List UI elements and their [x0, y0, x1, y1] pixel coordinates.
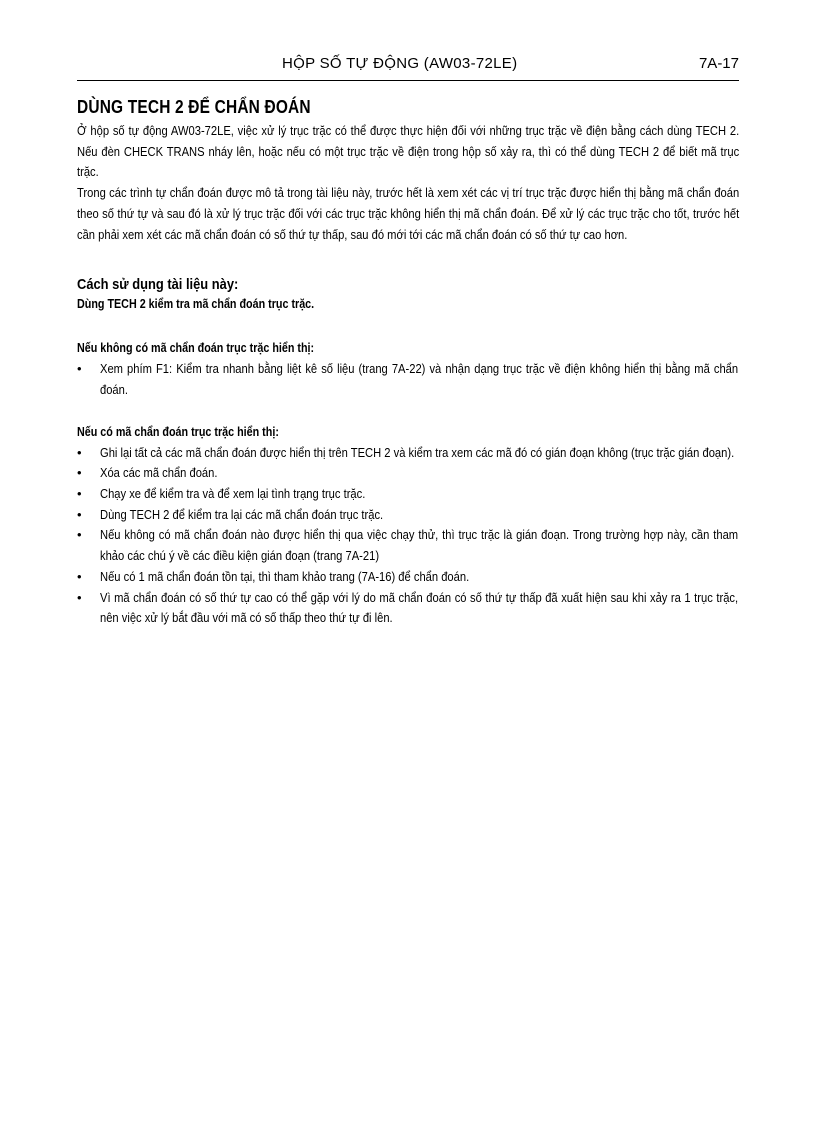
- list-item: [77, 359, 739, 400]
- bullet-icon: •: [77, 444, 82, 460]
- list-item-text: Xóa các mã chẩn đoán.: [100, 465, 218, 481]
- has-code-list: [77, 443, 739, 629]
- list-item-text: Dùng TECH 2 để kiểm tra lại các mã chẩn đoán trục trặc.: [100, 506, 384, 522]
- list-item: [77, 443, 739, 464]
- header-title: HỘP SỐ TỰ ĐỘNG (AW03-72LE): [282, 55, 518, 72]
- list-item-text: Ghi lại tất cả các mã chẩn đoán được hiển thị trên TECH 2 và kiểm tra xem các mã đó có gián đoạn không (trục trặc gián đoạn).: [100, 444, 735, 460]
- bullet-icon: •: [77, 506, 82, 522]
- page-number: 7A-17: [698, 55, 739, 72]
- intro-paragraph-2: Trong các trình tự chẩn đoán được mô tả trong tài liệu này, trước hết là xem xét các vị trí trục trặc được hiển thị bằng mã chẩn đoán theo số thứ tự và sau đó là xử lý trục trặc đối với các trục trặc không hiển thị mã chẩn đoán. Để xử lý các trục trặc cho tốt, trước hết cần phải xem xét các mã chẩn đoán có số thứ tự thấp, sau đó mới tới các mã chẩn đoán có số thứ tự cao hơn.: [77, 185, 740, 242]
- bullet-icon: •: [77, 568, 82, 584]
- list-item-text: Xem phím F1: Kiểm tra nhanh bằng liệt kê số liệu (trang 7A-22) và nhận dạng trục trặc về điện không hiển thị bằng mã chẩn đoán.: [100, 361, 739, 397]
- usage-subheading: Dùng TECH 2 kiểm tra mã chẩn đoán trục trặc.: [77, 297, 315, 312]
- page-content: [77, 97, 739, 629]
- list-item: [77, 588, 739, 629]
- list-item-text: Vì mã chẩn đoán có số thứ tự cao có thể gặp với lý do mã chẩn đoán có số thứ tự thấp đã xuất hiện sau khi xảy ra 1 trục trặc, nên việc xử lý bắt đầu với mã có số thấp theo thứ tự đi lên.: [100, 589, 739, 626]
- bullet-icon: •: [77, 361, 82, 377]
- usage-heading: Cách sử dụng tài liệu này:: [77, 276, 239, 294]
- list-item-text: Chạy xe để kiểm tra và để xem lại tình trạng trục trặc.: [100, 486, 366, 502]
- list-item: [77, 505, 739, 526]
- list-item: [77, 463, 739, 484]
- list-item: [77, 525, 739, 566]
- no-code-list: [77, 359, 739, 400]
- has-code-heading: Nếu có mã chẩn đoán trục trặc hiển thị:: [77, 424, 279, 439]
- list-item-text: Nếu không có mã chẩn đoán nào được hiển thị qua việc chạy thử, thì trục trặc là gián đoạn. Trong trường hợp này, cần tham khảo các chú ý về các điều kiện gián đoạn (trang 7A-21): [100, 527, 739, 564]
- page-header: [77, 52, 739, 81]
- list-item-text: Nếu có 1 mã chẩn đoán tồn tại, thì tham khảo trang (7A-16) để chẩn đoán.: [100, 568, 470, 584]
- bullet-icon: •: [77, 589, 82, 605]
- intro-paragraph-1: Ở hộp số tự động AW03-72LE, việc xử lý trục trặc có thể được thực hiện đối với những trục trặc về điện bằng cách dùng TECH 2. Nếu đèn CHECK TRANS nháy lên, hoặc nếu có một trục trặc về điện trong hộp số xảy ra, thì có thể dùng TECH 2 để biết mã trục trặc.: [77, 123, 740, 180]
- list-item: [77, 484, 739, 505]
- bullet-icon: •: [77, 486, 82, 502]
- bullet-icon: •: [77, 527, 82, 543]
- section-title: DÙNG TECH 2 ĐỂ CHẨN ĐOÁN: [77, 97, 311, 117]
- list-item: [77, 567, 739, 588]
- no-code-heading: Nếu không có mã chẩn đoán trục trặc hiển thị:: [77, 341, 315, 356]
- bullet-icon: •: [77, 465, 82, 481]
